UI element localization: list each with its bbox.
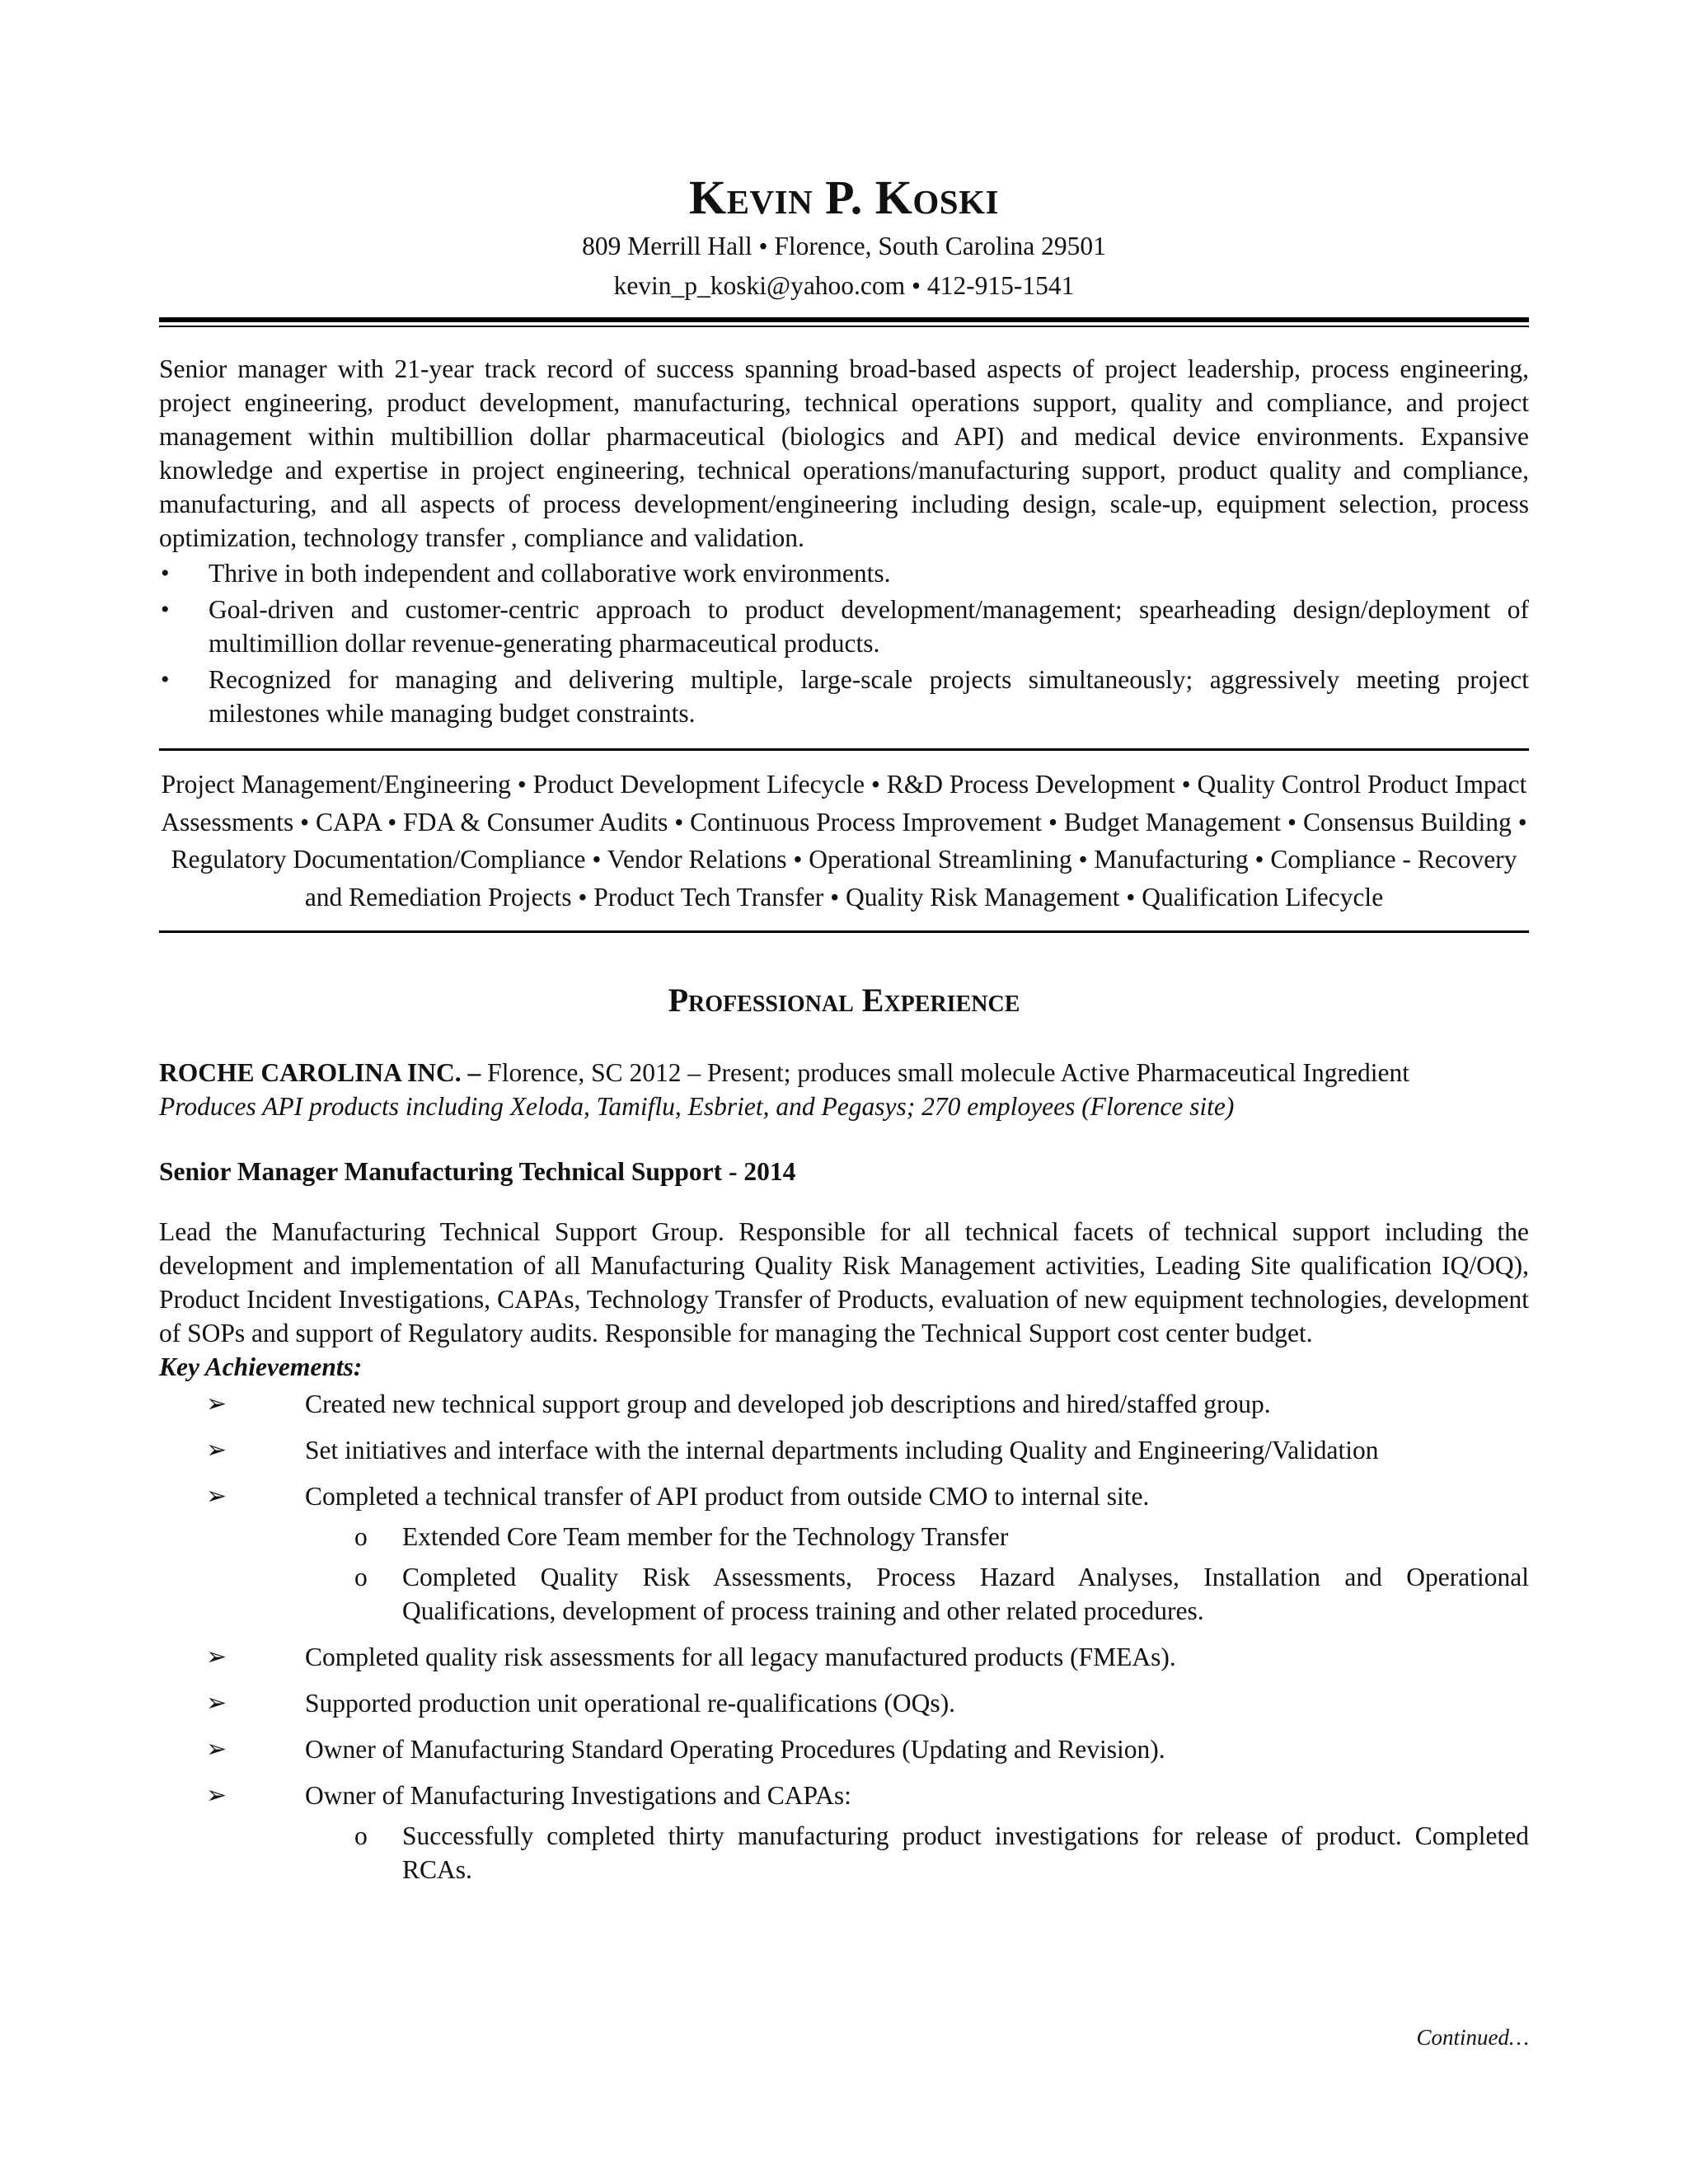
achievements-list bbox=[159, 1387, 1529, 1886]
arrow-bullet-icon: ➢ bbox=[206, 1781, 227, 1809]
bullet-text: Goal-driven and customer-centric approach to product development/management; spearheading design/deployment of multimillion dollar revenue-generating pharmaceutical products. bbox=[209, 595, 1529, 658]
summary-bullets bbox=[159, 556, 1529, 730]
candidate-name: Kevin P. Koski bbox=[689, 171, 999, 224]
bullet-icon: • bbox=[161, 560, 170, 587]
list-item bbox=[159, 593, 1529, 660]
sub-item-text: Extended Core Team member for the Technology Transfer bbox=[402, 1521, 1009, 1551]
company-name: ROCHE CAROLINA INC. – bbox=[159, 1058, 481, 1087]
list-item bbox=[159, 1433, 1529, 1467]
list-item bbox=[159, 1732, 1529, 1766]
role-description: Lead the Manufacturing Technical Support Group. Responsible for all technical facets of technical support including the development and implementation of all Manufacturing Quality Risk Management activities, Leading Site qualification IQ/OQ), Product Incident Investigations, CAPAs, Technology Transfer of Products, evaluation of new equipment technologies, development of SOPs and support of Regulatory audits. Responsible for managing the Technical Support cost center budget. bbox=[159, 1216, 1529, 1347]
achievement-text: Owner of Manufacturing Investigations and CAPAs: bbox=[305, 1780, 851, 1810]
header-divider bbox=[159, 317, 1529, 327]
company-line bbox=[159, 1056, 1529, 1090]
bullet-text: Thrive in both independent and collaborative work environments. bbox=[209, 559, 891, 588]
bullet-text: Recognized for managing and delivering multiple, large-scale projects simultaneously; aggressively meeting project milestones while managing budget constraints. bbox=[209, 665, 1529, 728]
contact-line: kevin_p_koski@yahoo.com • 412-915-1541 bbox=[613, 271, 1075, 300]
role-title: Senior Manager Manufacturing Technical Support - 2014 bbox=[159, 1157, 796, 1186]
company-description: Produces API products including Xeloda, Tamiflu, Esbriet, and Pegasys; 270 employees (Florence site) bbox=[159, 1092, 1235, 1121]
sub-list-item bbox=[303, 1520, 1529, 1554]
sub-list bbox=[305, 1819, 1529, 1886]
summary-section bbox=[159, 352, 1529, 730]
bullet-icon: • bbox=[161, 666, 170, 693]
section-title-experience: Professional Experience bbox=[668, 982, 1020, 1019]
achievement-text: Completed a technical transfer of API product from outside CMO to internal site. bbox=[305, 1481, 1150, 1511]
arrow-bullet-icon: ➢ bbox=[206, 1643, 227, 1671]
sub-item-text: Completed Quality Risk Assessments, Process Hazard Analyses, Installation and Operational Qualifications, development of process training and other related procedures. bbox=[402, 1562, 1529, 1625]
achievement-text: Completed quality risk assessments for all legacy manufactured products (FMEAs). bbox=[305, 1642, 1176, 1671]
arrow-bullet-icon: ➢ bbox=[206, 1735, 227, 1763]
summary-divider bbox=[159, 748, 1529, 751]
sub-list bbox=[305, 1520, 1529, 1628]
sub-item-text: Successfully completed thirty manufacturing product investigations for release of product. Completed RCAs. bbox=[402, 1821, 1529, 1884]
core-competencies: Project Management/Engineering • Product Development Lifecycle • R&D Process Development • Quality Control Product Impact Assessments • CAPA • FDA & Consumer Audits • Continuous Process Improvement • Budget Management • Consensus Building • Regulatory Documentation/Compliance • Vendor Relations • Operational Streamlining • Manufacturing • Compliance - Recovery and Remediation Projects • Product Tech Transfer • Quality Risk Management • Qualification Lifecycle bbox=[161, 770, 1527, 912]
achievement-text: Supported production unit operational re-qualifications (OQs). bbox=[305, 1688, 956, 1718]
bullet-icon: • bbox=[161, 596, 170, 623]
achievement-text: Set initiatives and interface with the internal departments including Quality and Engineering/Validation bbox=[305, 1435, 1379, 1465]
arrow-bullet-icon: ➢ bbox=[206, 1436, 227, 1464]
sub-list-item bbox=[303, 1819, 1529, 1886]
competencies-divider bbox=[159, 930, 1529, 933]
list-item bbox=[159, 1387, 1529, 1421]
arrow-bullet-icon: ➢ bbox=[206, 1689, 227, 1717]
summary-paragraph: Senior manager with 21-year track record of success spanning broad-based aspects of project leadership, process engineering, project engineering, product development, manufacturing, technical operations support, quality and compliance, and project management within multibillion dollar pharmaceutical (biologics and API) and medical device environments. Expansive knowledge and expertise in project engineering, technical operations/manufacturing support, product quality and compliance, manufacturing, and all aspects of process development/engineering including design, scale-up, equipment selection, process optimization, technology transfer , compliance and validation. bbox=[159, 354, 1529, 552]
address-line: 809 Merrill Hall • Florence, South Carolina 29501 bbox=[582, 232, 1106, 260]
circle-bullet-icon: o bbox=[354, 1562, 368, 1591]
company-details: Florence, SC 2012 – Present; produces small molecule Active Pharmaceutical Ingredient bbox=[481, 1058, 1409, 1087]
circle-bullet-icon: o bbox=[354, 1821, 368, 1850]
circle-bullet-icon: o bbox=[354, 1521, 368, 1551]
arrow-bullet-icon: ➢ bbox=[206, 1390, 227, 1418]
arrow-bullet-icon: ➢ bbox=[206, 1482, 227, 1510]
sub-list-item bbox=[303, 1560, 1529, 1628]
list-item bbox=[159, 1779, 1529, 1886]
list-item bbox=[159, 1640, 1529, 1674]
achievement-text: Owner of Manufacturing Standard Operating Procedures (Updating and Revision). bbox=[305, 1734, 1165, 1764]
list-item bbox=[159, 1686, 1529, 1720]
list-item bbox=[159, 1479, 1529, 1628]
continued-note: Continued… bbox=[1416, 2025, 1529, 2050]
list-item bbox=[159, 663, 1529, 730]
key-achievements-heading: Key Achievements: bbox=[159, 1352, 363, 1381]
achievement-text: Created new technical support group and developed job descriptions and hired/staffed group. bbox=[305, 1389, 1271, 1418]
list-item bbox=[159, 556, 1529, 590]
